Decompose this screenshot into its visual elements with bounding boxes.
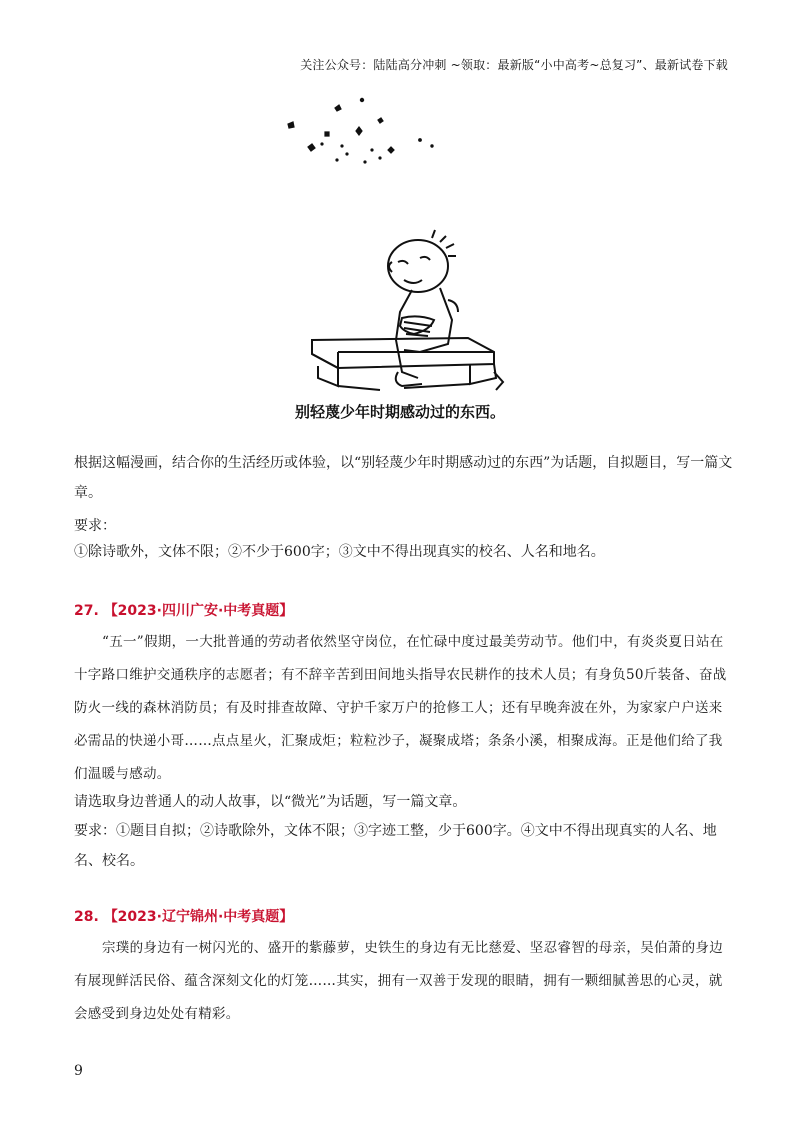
q28-number: 28.: [74, 909, 99, 925]
page-header: 关注公众号：陆陆高分冲刺 ~领取：最新版“小中高考~总复习”、最新试卷下载: [300, 58, 728, 72]
page-number: 9: [74, 1063, 83, 1079]
q26-requirements: ①除诗歌外，文体不限；②不少于600字；③文中不得出现真实的校名、人名和地名。: [74, 544, 605, 560]
q28-heading: [74, 906, 293, 926]
q27-requirements: 要求：①题目自拟；②诗歌除外，文体不限；③字迹工整，少于600字。④文中不得出现真实的人名、地名、校名。: [74, 823, 717, 869]
q27-source: 【2023·四川广安·中考真题】: [103, 603, 294, 619]
q28-source: 【2023·辽宁锦州·中考真题】: [103, 909, 294, 925]
q27-heading: [74, 600, 293, 620]
stone-bench: [312, 338, 503, 390]
night-stars: [288, 98, 433, 163]
q27-task: 请选取身边普通人的动人故事，以“微光”为话题，写一篇文章。: [74, 794, 467, 810]
q27-passage: “五一”假期，一大批普通的劳动者依然坚守岗位，在忙碌中度过最美劳动节。他们中，有炎炎夏日站在十字路口维护交通秩序的志愿者；有不辞辛苦到田间地头指导农民耕作的技术人员；有身负50斤装备、奋战防火一线的森林消防员；有及时排查故障、守护千家万户的抢修工人；还有早晚奔波在外，为家家户户送来必需品的快递小哥……点点星火，汇聚成炬；粒粒沙子，凝聚成塔；条条小溪，相聚成海。正是他们给了我们温暖与感动。: [74, 634, 727, 782]
q26-requirements-label: 要求：: [74, 518, 116, 534]
cartoon-drawing: [0, 0, 800, 440]
q28-passage: 宗璞的身边有一树闪光的、盛开的紫藤萝，史铁生的身边有无比慈爱、坚忍睿智的母亲，吴伯萧的身边有展现鲜活民俗、蕴含深刻文化的灯笼……其实，拥有一双善于发现的眼睛，拥有一颗细腻善思的心灵，就会感受到身边处处有精彩。: [74, 940, 723, 1022]
q27-number: 27.: [74, 603, 99, 619]
illustration-caption: 别轻蔑少年时期感动过的东西。: [294, 403, 505, 421]
cartoon-illustration: [0, 0, 800, 440]
child-figure: [388, 230, 458, 386]
q26-prompt: 根据这幅漫画，结合你的生活经历或体验，以“别轻蔑少年时期感动过的东西”为话题，自拟题目，写一篇文章。: [74, 455, 733, 501]
